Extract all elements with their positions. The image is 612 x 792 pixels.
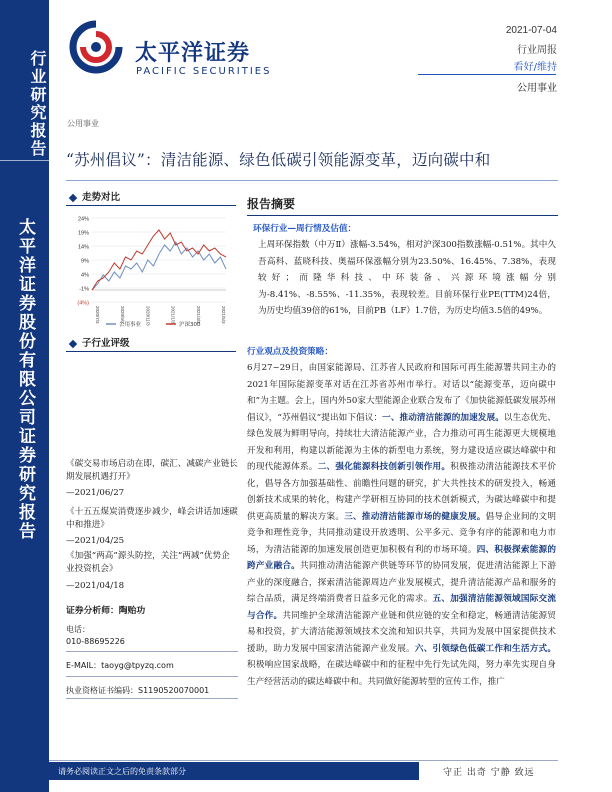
y-tick-label: 24% — [77, 216, 89, 223]
weekly-heading: 环保行业—周行情及估值： — [253, 224, 357, 234]
title-rule — [66, 180, 558, 181]
report-type: 行业周报 — [517, 45, 557, 56]
view-text: 共同推动清洁能源产供链等环节的协同发展，促进清洁能源上下游产业的深度融合，探索清洁能源周边产业发展模式，提升清洁能源产品和服务的综合品质，满足终端消费者日益多元化的需求。 — [247, 561, 556, 604]
y-tick-label: 14% — [77, 244, 89, 251]
legend-label: 沪深300 — [179, 322, 201, 328]
trend-chart — [66, 210, 236, 330]
brand-name-cn: 太平洋证券 — [135, 41, 251, 66]
side-label-bottom: 太平洋证券股份有限公司证券研究报告 — [15, 218, 35, 541]
industry-heading-text: 子行业评级 — [82, 338, 130, 349]
view-text: 积极响应国家战略，在碳达峰碳中和的征程中先行先试先闯，努力率先实现自身生产经营活动的碳达峰碳中和。共同做好能源转型的宣传工作，推广 — [247, 660, 556, 687]
page-title: “苏州倡议”：清洁能源、绿色低碳引领能源变革，迈向碳中和 — [66, 151, 491, 169]
company-logo-icon — [67, 18, 125, 76]
trend-heading — [70, 189, 120, 203]
weekly-body: 上周环保指数（中万Ⅱ）涨幅-3.54%，相对沪深300指数涨幅-0.51%。其中久吾高科、蓝晓科技、奥福环保涨幅分别为23.50%、16.45%、7.38%，表现较好；而隆华科技、中环装备、兴源环境涨幅分别为-8.41%、-8.55%、-11.35%，表现较差。目前环保行业PE(TTM)24倍，为历史均值39倍的61%，目前PB（LF）1.7倍，为历史均值3.5倍的49%。 — [258, 240, 556, 316]
diamond-bullet-icon — [69, 193, 77, 201]
view-highlight: 六、引领绿色低碳工作和生活方式。 — [414, 643, 556, 654]
related-report-date: —2021/04/18 — [66, 581, 125, 591]
divider — [66, 651, 238, 652]
x-tick-label: 2021/1/3 — [170, 306, 176, 324]
related-report-title[interactable]: 《碳交易市场启动在即，碳汇、减碳产业链长期发展机遇打开》 — [66, 459, 238, 482]
report-date: 2021-07-04 — [505, 25, 557, 36]
trend-heading-text: 走势对比 — [82, 192, 121, 203]
related-report-date: —2021/06/27 — [66, 488, 125, 498]
y-tick-label: (4%) — [77, 300, 89, 307]
analyst-heading: 证券分析师：陶贻功 — [66, 606, 146, 616]
y-tick-label: -1% — [79, 286, 89, 293]
diamond-bullet-icon — [69, 339, 77, 347]
view-text: 以生态优先、绿色发展为鲜明导向，持续壮大清洁能源产业，合力推动可再生能源更大规模地开发和利用，构建以新能源为主体的新型电力系统，努力建设适应碳达峰碳中和的现代能源体系。 — [247, 412, 556, 472]
industry-rating-heading — [70, 335, 130, 349]
footer-motto: 守正 出奇 宁静 致远 — [443, 768, 535, 778]
analyst-cert: 执业资格证书编码：S1190520070001 — [66, 686, 210, 695]
analyst-phone-label: 电话： — [66, 625, 90, 634]
x-tick-label: 2020/11/3 — [145, 306, 151, 326]
x-tick-label: 2021/5/3 — [221, 306, 226, 324]
view-highlight: 三、推动清洁能源市场的健康发展。 — [344, 511, 486, 522]
header-rule — [418, 74, 556, 75]
related-report-date: —2021/04/25 — [66, 536, 125, 546]
footer-rule — [49, 760, 558, 761]
view-heading: 行业观点及投资策略： — [247, 347, 333, 357]
y-tick-label: 9% — [81, 258, 89, 265]
view-text: 共同维护全球清洁能源产业链和供应链的安全和稳定，畅通清洁能源贸易和投资，扩大清洁能源领域技术交流和知识共享，共同为发展中国家提供技术援助，助力发展中国家清洁能源产业发展。 — [247, 610, 556, 654]
view-text: 积极推动清洁能源技术平价化，倡导各方加强基础性、前瞻性问题的研究，扩大共性技术的研发投入，畅通创新技术成果的转化，构建产学研相互协同的技术创新模式，为碳达峰碳中和提供更高质量的解决方案。 — [247, 462, 556, 522]
related-report-title[interactable]: 《十五五煤炭消费逐步减少，峰会讲话加速碳中和推进》 — [66, 507, 238, 530]
x-tick-label: 2021/3/3 — [195, 306, 201, 324]
side-divider — [0, 160, 49, 161]
report-sector: 公用事业 — [517, 83, 557, 94]
divider — [66, 698, 238, 699]
side-label-top: 行业研究报告 — [28, 50, 47, 158]
legend-label: 公用事业 — [119, 322, 142, 328]
x-tick-label: 2020/7/3 — [95, 306, 100, 324]
related-report-title[interactable]: 《加强“两高”源头防控，关注“两减”优势企业投资机会》 — [66, 551, 230, 574]
view-text: 6月27~29日，由国家能源局、江苏省人民政府和国际可再生能源署共同主办的2021年国际能源变革对话在江苏省苏州市举行。对话以“能源变革，迈向碳中和”为主题。会上，国内外50家大型能源企业联合发布了《加快能源低碳发展苏州倡议》，“苏州倡议”提出如下倡议： — [247, 363, 556, 423]
analyst-email[interactable]: E-MAIL：taoyg@tpyzq.com — [66, 661, 174, 670]
view-highlight: 五、加强清洁能源领域国际交流与合作。 — [247, 594, 556, 621]
trend-rule — [66, 205, 236, 206]
disclaimer-text: 请务必阅读正文之后的免责条款部分 — [58, 767, 186, 776]
sector-small-label: 公用事业 — [67, 119, 99, 128]
report-rating: 看好/维持 — [513, 62, 557, 73]
industry-rule — [66, 351, 236, 352]
view-body — [247, 360, 556, 760]
brand-name-en: PACIFIC SECURITIES — [136, 66, 272, 77]
view-highlight: 二、强化能源科技创新引领作用。 — [317, 462, 451, 472]
abstract-rule — [247, 215, 558, 216]
y-tick-label: 19% — [77, 230, 89, 237]
view-highlight: 四、积极探索能源的跨产业融合。 — [247, 544, 556, 571]
y-tick-label: 4% — [81, 272, 89, 279]
view-highlight: 一、推动清洁能源的加速发展。 — [382, 412, 504, 423]
view-text: 倡导企业间的文明竞争和理性竞争，共同推动建设开放透明、公平多元、竞争有序的能源和电力市场，为清洁能源的加速发展创造更加积极有利的市场环境。 — [247, 511, 556, 555]
divider — [66, 676, 238, 677]
analyst-phone: 010-88695226 — [66, 637, 125, 646]
x-tick-label: 2020/9/3 — [120, 306, 126, 324]
abstract-heading: 报告摘要 — [247, 197, 296, 211]
